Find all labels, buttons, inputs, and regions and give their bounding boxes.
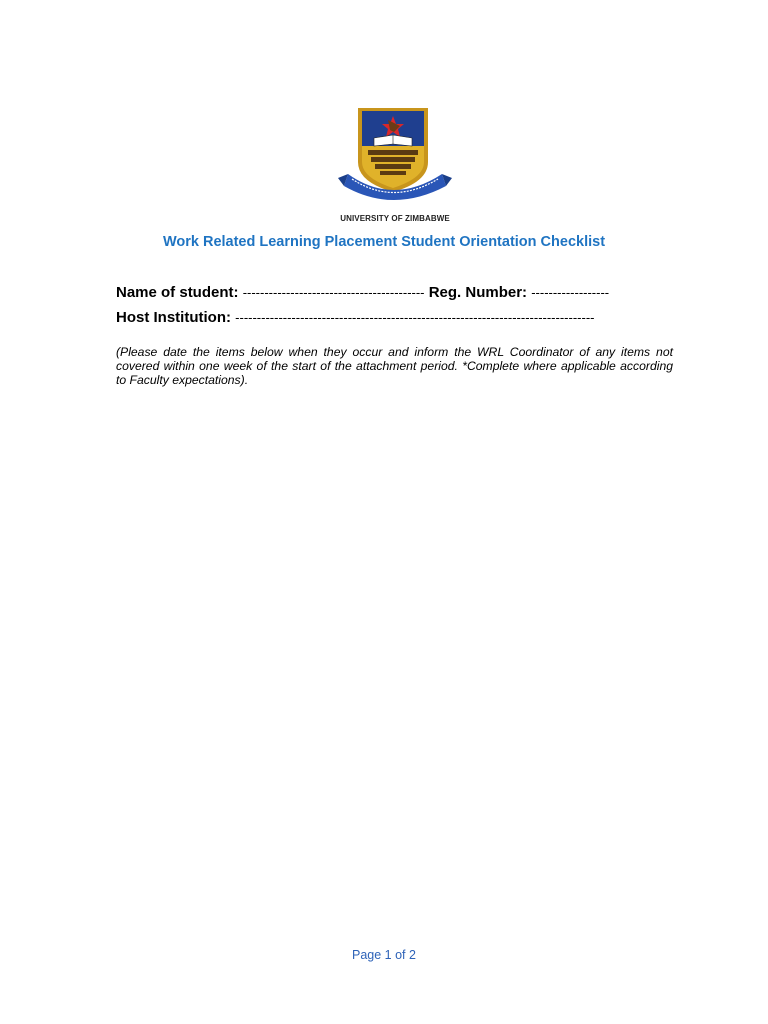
name-of-student-blank[interactable]: ------------------------------------------ [242, 285, 425, 300]
page-number: Page 1 of 2 [352, 948, 416, 962]
name-of-student-label: Name of student: [116, 284, 239, 301]
document-title: Work Related Learning Placement Student Orientation Checklist [162, 234, 606, 250]
university-name: UNIVERSITY OF ZIMBABWE [340, 214, 450, 223]
university-of-zimbabwe-crest-icon [318, 102, 472, 214]
host-institution-line [116, 309, 676, 326]
host-institution-label: Host Institution: [116, 309, 231, 326]
reg-number-label: Reg. Number: [428, 284, 528, 301]
reg-number-blank[interactable]: ------------------ [531, 285, 610, 300]
student-info-line [116, 284, 676, 301]
host-institution-blank[interactable]: ----------------------------------------------------------------------------------- [235, 310, 595, 325]
university-logo [318, 102, 472, 226]
instructions-note: (Please date the items below when they occur and inform the WRL Coordinator of any items not covered within one week of the start of the attachment period. *Complete where applicable according to Faculty expectations). [116, 345, 673, 387]
